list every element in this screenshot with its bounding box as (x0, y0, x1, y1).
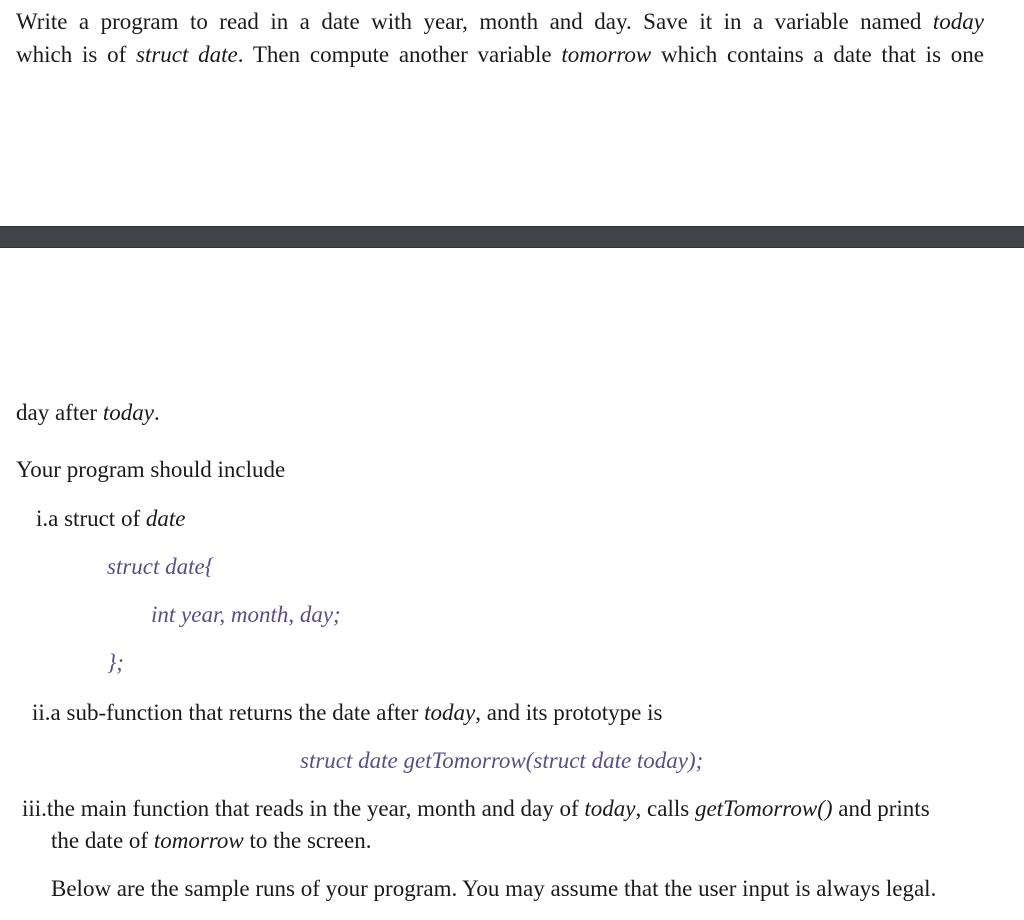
intro-text: . Then compute another variable (237, 42, 562, 67)
code-struct-open: struct date{ (107, 554, 214, 579)
requirement-item-3 (22, 794, 930, 824)
item-text: ii.a sub-function that returns the date after (32, 700, 425, 725)
code-struct-body: int year, month, day; (151, 602, 341, 627)
intro-line-1 (16, 7, 984, 37)
item-variable-today: today (584, 796, 636, 821)
intro-line-3 (16, 398, 160, 428)
intro-variable-tomorrow: tomorrow (561, 42, 652, 67)
intro-variable-today: today (932, 9, 984, 34)
sample-runs-note: Below are the sample runs of your program. You may assume that the user input is always legal. (51, 876, 937, 901)
intro-text: which contains a date that is one (651, 42, 984, 67)
requirement-item-2 (32, 698, 662, 728)
intro-text: . (153, 400, 160, 425)
code-struct-close: }; (107, 650, 124, 675)
intro-variable-today: today (102, 400, 154, 425)
intro-line-2 (16, 40, 984, 70)
intro-type-struct-date: struct date (136, 42, 238, 67)
include-heading: Your program should include (16, 457, 286, 482)
item-text: , calls (635, 796, 695, 821)
item-text: the date of (51, 828, 154, 853)
intro-text: Write a program to read in a date with year, month and day. Save it in a variable named (16, 9, 933, 34)
intro-text: day after (16, 400, 103, 425)
item-text: i.a struct of (36, 506, 146, 531)
requirement-item-3-cont (51, 826, 371, 856)
item-text: iii.the main function that reads in the year, month and day of (22, 796, 585, 821)
item-text: and prints (832, 796, 930, 821)
item-variable-tomorrow: tomorrow (153, 828, 244, 853)
item-type-date: date (145, 506, 186, 531)
function-prototype: struct date getTomorrow(struct date today); (300, 748, 704, 773)
page-divider (0, 226, 1024, 248)
intro-text: which is of (16, 42, 136, 67)
item-function-gettomorrow: getTomorrow() (694, 796, 833, 821)
item-text: , and its prototype is (475, 700, 663, 725)
item-text: to the screen. (243, 828, 372, 853)
requirement-item-1 (36, 504, 185, 534)
item-variable-today: today (424, 700, 476, 725)
